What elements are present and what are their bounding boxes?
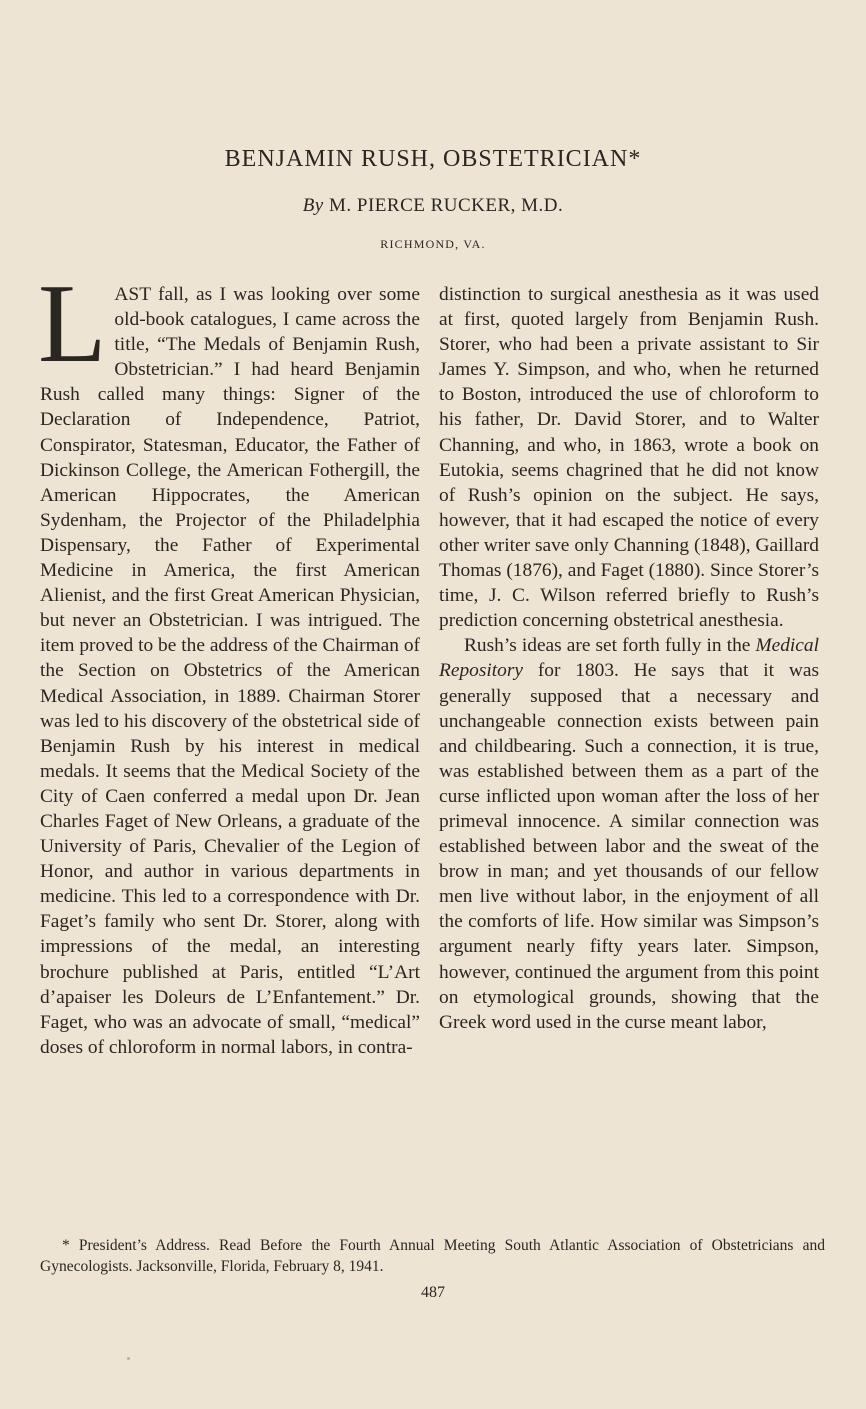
paragraph-1-text: AST fall, as I was looking over some old-book catalogues, I came across the title, “The Medals of Benjamin Rush, Obstetrician.” I had heard Benjamin Rush called many things: Signer of the Declaration of Independence, Patriot, Conspirator, Statesman, Educator, the Father of Dickinson College, the American Fothergill, the American Hippocrates, the American Sydenham, the Projector of the Philadelphia Dispensary, the Father of Experimental Medicine in America, the first American Alienist, and the first Great American Physician, but never an Obstetrician. I was intrigued. The item proved to be the address of the Chairman of the Section on Obstetrics of the American Medical Association, in 1889. Chairman Storer was led to his discovery of the obstetrical side of Benjamin Rush by his interest in medical medals. It seems that the Medical Society of the City of Caen conferred a medal upon Dr. Jean Charles Faget of New Orleans, a graduate of the University of Paris, Chevalier of the Legion of Honor, and author in various departments in medicine. This led to a correspondence with Dr. Faget’s family who sent Dr. Storer, along with impressions of the medal, an interesting brochure published at Paris, entitled “L’Art d’apaiser les Doleurs de L’Enfantement.” Dr. Faget, who was an advocate of small, “medical” doses of chloroform in normal labors, in contra- [40,284,420,1058]
article-title: BENJAMIN RUSH, OBSTETRICIAN* [224,146,642,172]
author-location: RICHMOND, VA. [380,237,486,251]
journal-name: Medical Repository [439,635,819,682]
author-byline [0,195,866,217]
drop-cap: L [38,262,107,386]
byline-prefix: By [302,195,324,216]
author-name: M. PIERCE RUCKER, M.D. [329,195,564,216]
left-column [38,262,420,1060]
right-column [439,282,819,1035]
footnote: * President’s Address. Read Before the Fourth Annual Meeting South Atlantic Association of Obstetricians and Gynecologists. Jacksonville, Florida, February 8, 1941. [40,1237,825,1275]
paragraph-1-continued: distinction to surgical anesthesia as it was used at first, quoted largely from Benjamin Rush. Storer, who had been a private assistant to Sir James Y. Simpson, and who, when he returned to Boston, introduced the use of chloroform to his father, Dr. David Storer, and to Walter Channing, and who, in 1863, wrote a book on Eutokia, seems chagrined that he did not know of Rush’s opinion on the subject. He says, however, that it had escaped the notice of every other writer save only Channing (1848), Gaillard Thomas (1876), and Faget (1880). Since Storer’s time, J. C. Wilson referred briefly to Rush’s prediction concerning obstetrical anesthesia. [439,284,819,632]
page-number: 487 [421,1284,445,1301]
paragraph-1 [38,262,420,1060]
paragraph-2-start: Rush’s ideas are set forth fully in the [464,635,751,657]
paragraph-2 [439,633,819,1035]
paragraph-2-rest: for 1803. He says that it was generally supposed that a necessary and unchangeable connection exists between pain and childbearing. Such a connection, it is true, was established between them as a part of the curse inflicted upon woman after the loss of her primeval innocence. A similar connection was established between labor and the sweat of the brow in man; and yet thousands of our fellow men live without labor, in the enjoyment of all the comforts of life. How similar was Simpson’s argument nearly fifty years later. Simpson, however, continued the argument from this point on etymological grounds, showing that the Greek word used in the curse meant labor, [439,660,819,1033]
paper-speck [127,1357,130,1360]
